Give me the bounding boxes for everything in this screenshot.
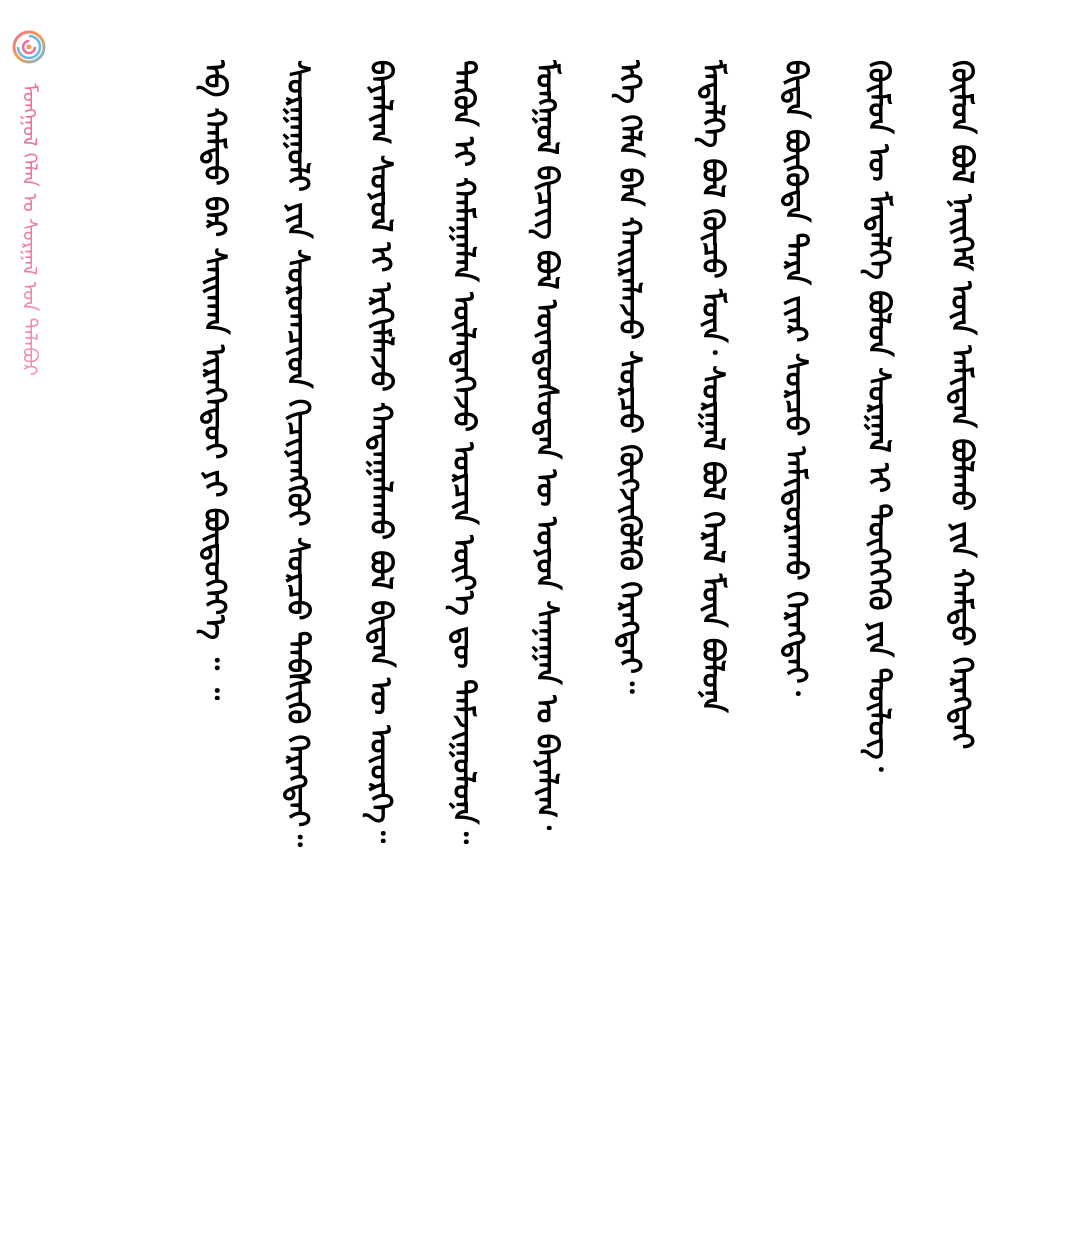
swirl-logo-icon [12, 30, 46, 64]
text-column-6: ᠮᠣᠩᠭᠣᠯ ᠪᠢᠴᠢᠭ ᠪᠣᠯ ᠦᠨᠳᠦᠰᠦᠲᠡᠨ ᠦ ᠣᠶᠤᠨ ᠰᠠᠨᠠᠭᠠᠨ ᠤ ᠪᠠᠶᠠᠯᠢᠭ᠂ [529, 60, 564, 831]
text-column-10: ᠡᠪ ᠬᠠᠮᠲᠤ ᠪᠠᠷ ᠰᠠᠢᠬᠠᠨ ᠢᠷᠡᠭᠡᠳᠦᠢ ᠶᠢ ᠪᠦᠲᠦᠭᠡᠶ᠎ᠡ ᠃ ᠃ [197, 60, 232, 701]
text-column-1: ᠬᠦᠮᠦᠨ ᠪᠣᠯ ᠨᠡᠢᠭᠡᠮ ᠦᠨ ᠠᠮᠢᠲᠠᠨ ᠪᠣᠯᠬᠤ ᠶᠢᠨ ᠬᠠᠮᠲᠤ ᠬᠡᠷᠡᠭᠲᠡᠢ [944, 60, 979, 750]
text-column-9: ᠰᠤᠷᠭᠠᠭᠤᠯᠢ ᠶᠢᠨ ᠰᠤᠷᠤᠭᠴᠢᠳ ᠬᠢᠴᠢᠶᠡᠩᠭᠦᠢ ᠰᠤᠷᠴᠤ ᠳᠡᠪᠰᠢᠬᠦ ᠬᠡᠷᠡᠭᠲᠡᠢ᠃ [280, 60, 315, 847]
text-column-8: ᠪᠠᠶᠠᠯᠢᠭ ᠰᠣᠶᠣᠯ ᠢ ᠡᠷᠬᠢᠮᠯᠡᠵᠦ ᠬᠠᠳᠠᠭᠠᠯᠠᠬᠤ ᠪᠣᠯ ᠪᠢᠳᠡᠨ ᠦ ᠦᠦᠷᠭᠡ᠃ [363, 60, 398, 844]
brand-text: ᠮᠣᠩᠭᠣᠯ ᠬᠡᠯᠡᠨ ᠤ ᠰᠤᠷᠭᠠᠯ ᠤᠨ ᠲᠠᠯᠠᠪᠤᠷ [18, 83, 42, 376]
brand-watermark [10, 28, 50, 428]
text-column-5: ᠡᠬᠡ ᠬᠡᠯᠡ ᠪᠡᠨ ᠬᠠᠢᠷᠠᠯᠠᠵᠤ ᠰᠤᠷᠴᠤ ᠬᠥᠭᠵᠢᠭᠦᠯᠬᠦ ᠬᠡᠷᠡᠭᠲᠡᠢ᠃ [612, 60, 647, 694]
text-column-4: ᠮᠡᠳᠡᠯᠭᠡ ᠪᠣᠯ ᠬᠦᠴᠦ ᠮᠥᠨ᠂ ᠰᠤᠷᠭᠠᠯ ᠪᠣᠯ ᠭᠡᠷᠡᠯ ᠮᠥᠨ ᠪᠣᠯᠤᠨᠠ [695, 60, 730, 713]
text-column-2: ᠬᠦᠮᠦᠨ ᠦ ᠮᠡᠳᠡᠯᠭᠡ ᠪᠣᠯᠤᠨ ᠰᠤᠷᠭᠠᠯ ᠢ ᠲᠦᠭᠡᠭᠡᠬᠦ ᠶᠢᠨ ᠲᠥᠯᠦᠭ᠂ [861, 60, 896, 772]
text-column-7: ᠲᠡᠭᠦᠨ ᠢ ᠬᠠᠮᠠᠭᠠᠯᠠᠨ ᠦᠯᠡᠳᠡᠭᠡᠵᠦ ᠣᠷᠴᠢᠨ ᠦᠶ᠎ᠡ ᠳᠦ ᠳᠠᠮᠵᠢᠭᠤᠯᠤᠨᠠ᠃ [446, 60, 481, 844]
text-column-3: ᠪᠢᠳᠡ ᠪᠦᠭᠦᠳᠡ ᠲᠡᠷᠡ ᠵᠢᠡᠷ ᠰᠤᠷᠴᠤ ᠠᠮᠢᠳᠤᠷᠠᠬᠤ ᠬᠡᠷᠡᠭᠲᠡᠢ᠂ [778, 60, 813, 696]
vertical-text-block [110, 40, 990, 1200]
